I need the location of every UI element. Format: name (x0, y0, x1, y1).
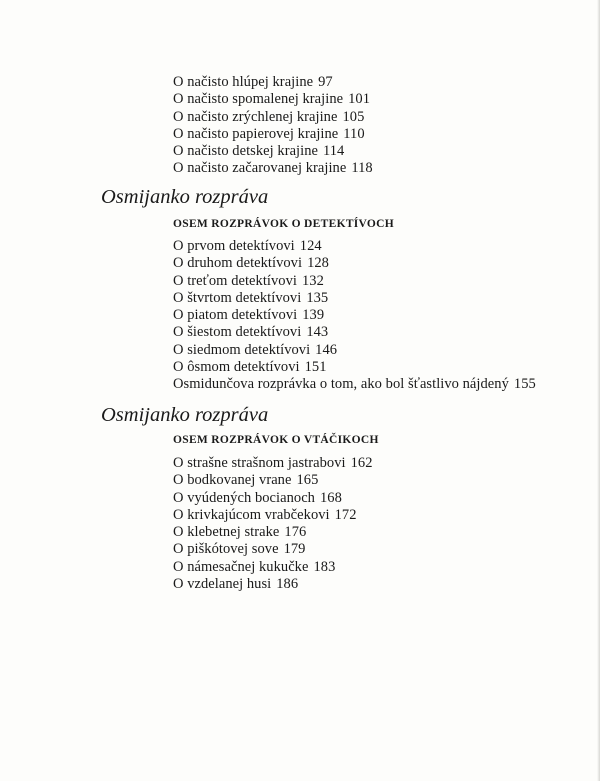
entry-page: 105 (342, 108, 365, 125)
entry-title: O námesačnej kukučke (173, 558, 309, 575)
entry-title: O treťom detektívovi (173, 272, 297, 289)
toc-entry (173, 143, 373, 160)
birds-entries-list (173, 455, 373, 593)
entry-page: 128 (307, 255, 329, 272)
toc-entry (173, 109, 373, 126)
toc-entry (173, 490, 373, 507)
entry-title: O načisto hlúpej krajine (173, 74, 314, 90)
entry-page: 165 (296, 472, 319, 489)
entry-title: O načisto papierovej krajine (173, 125, 339, 142)
entry-title: O ôsmom detektívovi (173, 359, 300, 376)
entry-page: 186 (276, 576, 299, 593)
entry-page: 139 (302, 307, 325, 324)
intro-entries-list (173, 74, 373, 178)
entry-page: 172 (334, 506, 357, 523)
toc-entry (173, 559, 373, 576)
toc-entry (173, 273, 536, 290)
section-title-detectives: Osmijanko rozpráva (101, 186, 269, 208)
entry-title: O prvom detektívovi (173, 238, 295, 254)
entry-title: O štvrtom detektívovi (173, 289, 302, 306)
entry-page: 143 (306, 324, 329, 341)
toc-entry (173, 342, 536, 359)
toc-entry (173, 324, 536, 341)
entry-title: O načisto začarovanej krajine (173, 160, 347, 177)
entry-page: 146 (315, 341, 338, 358)
toc-entry (173, 576, 373, 593)
entry-page: 124 (299, 238, 322, 254)
toc-entry (173, 238, 536, 255)
entry-title: O vyúdených bocianoch (173, 489, 315, 506)
entry-title: O načisto detskej krajine (173, 143, 318, 160)
entry-page: 179 (283, 541, 306, 558)
toc-entry (173, 91, 373, 108)
entry-page: 118 (351, 160, 373, 177)
toc-entry (173, 307, 536, 324)
entry-title: O šiestom detektívovi (173, 324, 302, 341)
toc-entry (173, 74, 373, 91)
toc-entry (173, 376, 536, 393)
entry-page: 114 (323, 143, 345, 160)
entry-title: O bodkovanej vrane (173, 472, 292, 489)
toc-entry (173, 160, 373, 177)
entry-page: 155 (513, 376, 536, 393)
entry-page: 101 (348, 91, 371, 108)
entry-title: O načisto spomalenej krajine (173, 91, 344, 108)
toc-entry (173, 524, 373, 541)
entry-page: 168 (319, 489, 342, 506)
entry-page: 135 (306, 289, 329, 306)
section-subtitle-detectives: OSEM ROZPRÁVOK O DETEKTÍVOCH (173, 218, 395, 230)
detectives-entries-list (173, 238, 536, 394)
entry-title: O druhom detektívovi (173, 255, 303, 272)
entry-page: 162 (350, 455, 373, 471)
toc-entry (173, 455, 373, 472)
entry-title: O klebetnej strake (173, 524, 280, 541)
entry-page: 110 (343, 125, 365, 142)
entry-page: 183 (313, 558, 336, 575)
entry-title: O siedmom detektívovi (173, 341, 311, 358)
entry-title: O načisto zrýchlenej krajine (173, 108, 338, 125)
toc-entry (173, 290, 536, 307)
entry-title: O krivkajúcom vrabčekovi (173, 506, 330, 523)
entry-title: O vzdelanej husi (173, 576, 272, 593)
entry-page: 132 (301, 272, 324, 289)
section-title-birds: Osmijanko rozpráva (101, 404, 269, 426)
entry-title: O piškótovej sove (173, 541, 279, 558)
toc-entry (173, 472, 373, 489)
toc-entry (173, 359, 536, 376)
toc-entry (173, 507, 373, 524)
section-subtitle-birds: OSEM ROZPRÁVOK O VTÁČIKOCH (173, 434, 379, 446)
entry-page: 176 (284, 524, 307, 541)
entry-page: 151 (304, 359, 327, 376)
entry-title: O piatom detektívovi (173, 307, 298, 324)
toc-entry (173, 255, 536, 272)
entry-title: Osmidunčova rozprávka o tom, ako bol šťastlivo nájdený (173, 376, 509, 393)
toc-entry (173, 126, 373, 143)
toc-entry (173, 541, 373, 558)
entry-title: O strašne strašnom jastrabovi (173, 455, 346, 471)
entry-page: 97 (318, 74, 333, 90)
